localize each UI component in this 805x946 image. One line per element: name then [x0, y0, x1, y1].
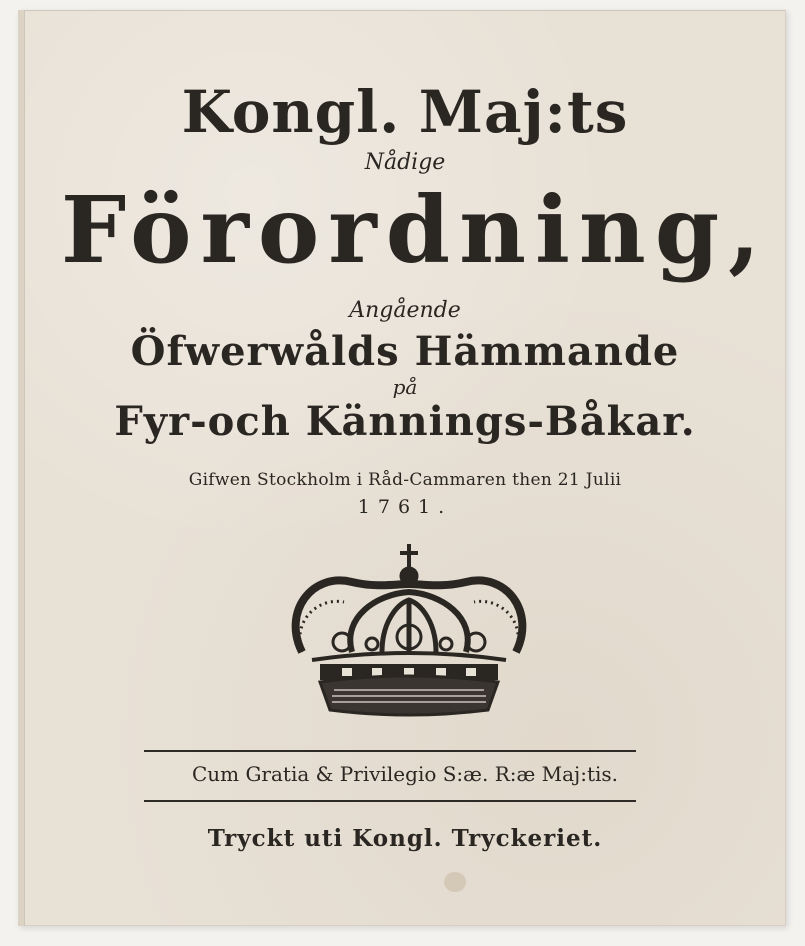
- text-pa: på: [392, 375, 418, 399]
- subtitle-nadige: Nådige: [364, 150, 446, 175]
- text-privilegio: Cum Gratia & Privilegio S:æ. R:æ Maj:tis.: [191, 762, 619, 786]
- rule-bottom: [144, 800, 636, 802]
- title-forordning: Förordning,: [60, 176, 770, 284]
- paper-stain: [444, 872, 466, 892]
- title-word-kongl: Kongl.: [181, 78, 401, 146]
- title-word-majts: Maj:ts: [418, 78, 629, 146]
- text-tryckt: Tryckt uti Kongl. Tryckeriet.: [207, 825, 603, 852]
- text-fyr-och-kannings: Fyr-och Kännings-Båkar.: [114, 398, 696, 445]
- document-page: [18, 10, 786, 926]
- text-ofwerwalds: Öfwerwålds Hämmande: [130, 328, 680, 375]
- rule-top: [144, 750, 636, 752]
- text-year: 1761.: [357, 496, 453, 518]
- text-angaende: Angående: [349, 298, 461, 323]
- crown-icon: [282, 542, 536, 722]
- title-line-kongl: [24, 78, 786, 146]
- text-gifwen: Gifwen Stockholm i Råd-Cammaren then 21 Julii: [188, 470, 622, 490]
